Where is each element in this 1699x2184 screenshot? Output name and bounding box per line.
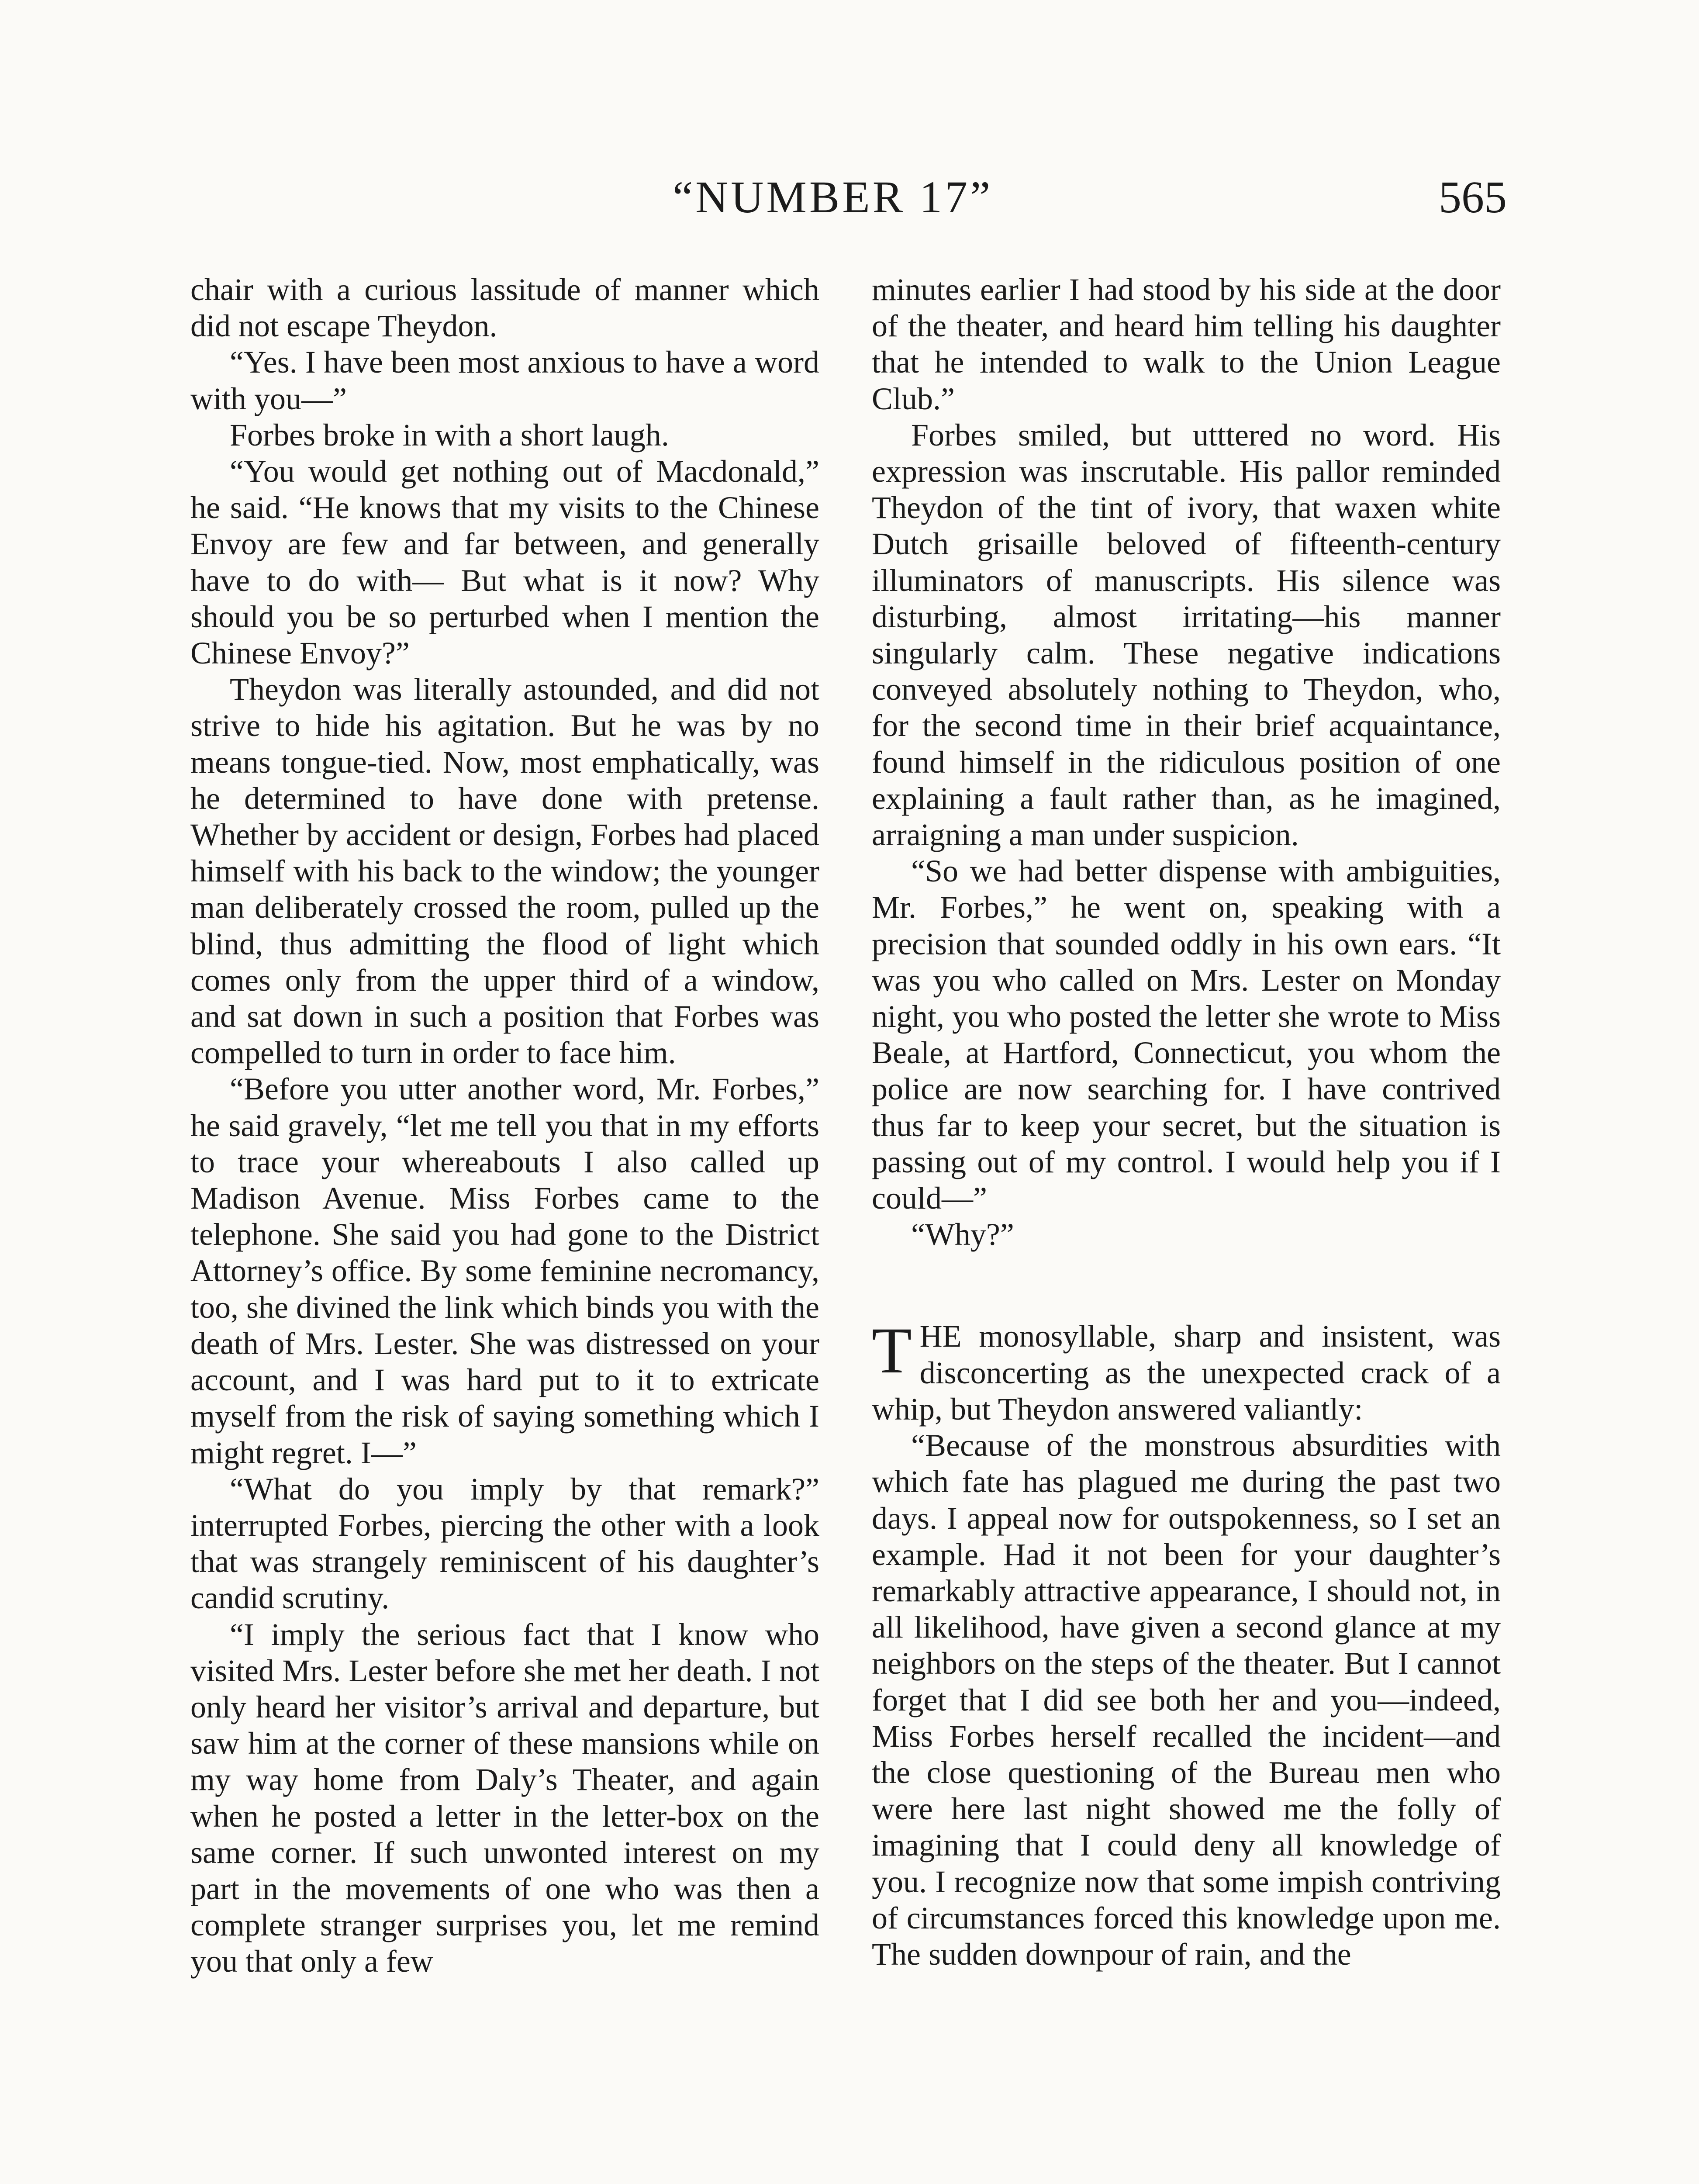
section-break [872, 1253, 1501, 1318]
running-head [0, 171, 1699, 241]
drop-cap: T [872, 1314, 912, 1387]
paragraph: “Why?” [911, 1217, 1014, 1252]
page-number: 565 [1439, 172, 1507, 222]
paragraph: Forbes smiled, but utttered no word. His expression was inscrutable. His pallor reminded Theydon of the tint of ivory, that waxen white Dutch grisaille beloved of fifteenth-century illuminators of manuscripts. His silence was disturbing, almost irritating—his manner singularly calm. These negative indications conveyed absolutely nothing to Theydon, who, for the second time in their brief acquaintance, found himself in the ridiculous position of one explaining a fault rather than, as he imagined, arraigning a man under suspicion. [872, 417, 1501, 853]
dropcap-paragraph [872, 1314, 1501, 1427]
opening-text: HE monosyllable, sharp and insistent, was disconcerting as the unexpected crack of a whip, but Theydon answered valiantly: [872, 1319, 1501, 1427]
paragraph: “Because of the monstrous absurdities with which fate has plagued me during the past two days. I appeal now for outspokenness, so I set an example. Had it not been for your daughter’s remarkably attractive appearance, I should not, in all likelihood, have given a second glance at my neighbors on the steps of the theater. But I cannot forget that I did see both her and you—indeed, Miss Forbes herself recalled the incident—and the close questioning of the Bureau men who were here last night showed me the folly of imagining that I could deny all knowledge of you. I recognize now that some impish contriving of circumstances forced this knowledge upon me. The sudden downpour of rain, and the [872, 1428, 1501, 1972]
paragraph: “You would get nothing out of Macdonald,” he said. “He knows that my visits to the Chinese Envoy are few and far between, and generally have to do with— But what is it now? Why should you be so perturbed when I mention the Chinese Envoy?” [190, 454, 819, 671]
paragraph: “So we had better dispense with ambiguities, Mr. Forbes,” he went on, speaking with a precision that sounded oddly in his own ears. “It was you who called on Mrs. Lester on Monday night, you who posted the letter she wrote to Miss Beale, at Hartford, Connecticut, you whom the police are now searching for. I have contrived thus far to keep your secret, but the situation is passing out of my control. I would help you if I could—” [872, 854, 1501, 1216]
paragraph: Theydon was literally astounded, and did not strive to hide his agitation. But he was by no means tongue-tied. Now, most emphatically, was he determined to have done with pretense. Whether by accident or design, Forbes had placed himself with his back to the window; the younger man deliberately crossed the room, pulled up the blind, thus admitting the flood of light which comes only from the upper third of a window, and sat down in such a position that Forbes was compelled to turn in order to face him. [190, 672, 819, 1071]
right-column [872, 272, 1501, 2184]
paragraph: “Yes. I have been most anxious to have a word with you—” [190, 345, 819, 416]
paragraph: minutes earlier I had stood by his side at the door of the theater, and heard him telling his daughter that he intended to walk to the Union League Club.” [872, 272, 1501, 416]
paragraph: “I imply the serious fact that I know who visited Mrs. Lester before she met her death. I not only heard her visitor’s arrival and departure, but saw him at the corner of these mansions while on my way home from Daly’s Theater, and again when he posted a letter in the letter-box on the same corner. If such unwonted interest on my part in the movements of one who was then a complete stranger surprises you, let me remind you that only a few [190, 1617, 819, 1979]
paragraph: “What do you imply by that remark?” interrupted Forbes, piercing the other with a look that was strangely reminiscent of his daughter’s candid scrutiny. [190, 1471, 819, 1616]
paragraph: “Before you utter another word, Mr. Forbes,” he said gravely, “let me tell you that in my efforts to trace your whereabouts I also called up Madison Avenue. Miss Forbes came to the telephone. She said you had gone to the District Attorney’s office. By some feminine necromancy, too, she divined the link which binds you with the death of Mrs. Lester. She was distressed on your account, and I was hard put to it to extricate myself from the risk of saying something which I might regret. I—” [190, 1071, 819, 1470]
paragraph: chair with a curious lassitude of manner which did not escape Theydon. [190, 272, 819, 344]
running-title: “NUMBER 17” [673, 172, 993, 222]
left-column [190, 272, 819, 2184]
paragraph: Forbes broke in with a short laugh. [230, 417, 669, 453]
